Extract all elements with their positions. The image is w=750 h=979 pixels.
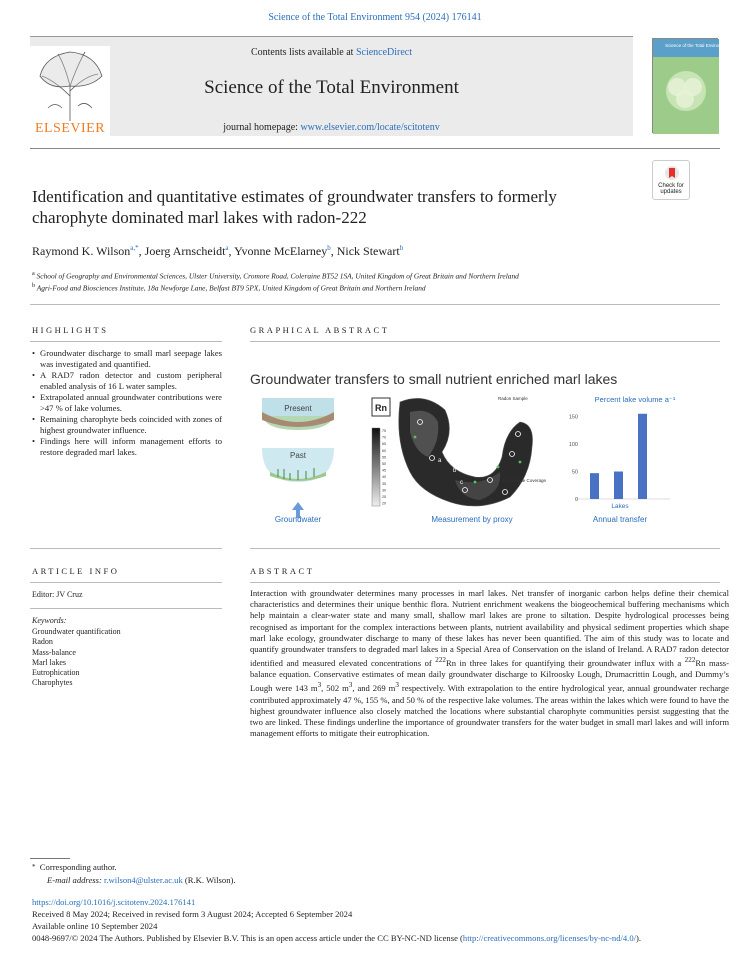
highlight-item: • Groundwater discharge to small marl seepage lakes was investigated and quantified.: [32, 348, 222, 370]
keywords-list: [32, 627, 121, 689]
keywords-label: Keywords:: [32, 616, 67, 625]
svg-text:a: a: [438, 458, 442, 464]
homepage-line: [30, 122, 633, 133]
affiliation-a: $^a$ School of Geography and Environmental Sciences, Ulster University, Cromore Road, Coleraine BT52 1SA, United Kingdom of Great Britain and Northern Ireland: [32, 271, 519, 281]
email-link[interactable]: r.wilson4@ulster.ac.uk: [103, 875, 183, 885]
license-statement: 0048-9697/© 2024 The Authors. Published by Elsevier B.V. This is an open access article under the CC BY-NC-ND license (http://creativecommons.org/licenses/by-nc-nd/4.0/).: [32, 933, 642, 943]
highlights-heading: HIGHLIGHTS: [32, 325, 109, 335]
chart-title: Percent lake volume a⁻¹: [594, 395, 676, 404]
charophyte-label: Charophyte Coverage: [502, 478, 547, 483]
chart-y-tick: 50: [571, 469, 578, 476]
svg-text:30: 30: [382, 488, 386, 493]
chart-y-tick: 150: [568, 414, 578, 421]
highlight-item: • Remaining charophyte beds coincided with zones of highest groundwater influence.: [32, 414, 222, 436]
chart-caption: Annual transfer: [592, 515, 648, 524]
check-for-updates-badge[interactable]: [652, 160, 690, 200]
abstract-heading: ABSTRACT: [250, 566, 315, 576]
journal-citation[interactable]: Science of the Total Environment 954 (2024) 176141: [268, 12, 482, 23]
chart-y-tick: 0: [574, 497, 578, 503]
svg-text:60: 60: [382, 448, 386, 453]
editor-divider: [30, 608, 222, 609]
license-link[interactable]: http://creativecommons.org/licenses/by-nc-nd/4.0/: [462, 933, 637, 943]
author-list: Raymond K. Wilson$^{a,*}$, Joerg Arnscheidt$^a$, Yvonne McElarney$^b$, Nick Stewart$^b$: [32, 244, 404, 258]
graphical-abstract: [250, 362, 710, 530]
article-title: Identification and quantitative estimates of groundwater transfers to formerly charophyte dominated marl lakes with radon-222: [32, 187, 557, 227]
graphical-abstract-heading: GRAPHICAL ABSTRACT: [250, 325, 390, 335]
chart-y-tick: 100: [568, 442, 578, 448]
svg-text:65: 65: [382, 442, 386, 447]
doi-link[interactable]: https://doi.org/10.1016/j.scitotenv.2024.176141: [32, 897, 196, 907]
svg-text:b: b: [453, 468, 457, 474]
radon-sample-label: Radon Sample: [498, 396, 528, 401]
available-online: Available online 10 September 2024: [32, 921, 158, 931]
journal-title: Science of the Total Environment: [204, 77, 459, 98]
author-2[interactable]: Joerg Arnscheidt$^a$: [144, 244, 229, 258]
affiliation-divider: [30, 304, 720, 305]
annual-transfer-chart: [569, 395, 676, 524]
ga-bottom-divider-right: [250, 548, 720, 549]
received-dates: Received 8 May 2024; Received in revised form 3 August 2024; Accepted 6 September 2024: [32, 909, 353, 919]
svg-text:35: 35: [382, 481, 386, 486]
abstract-text: Interaction with groundwater determines many processes in marl lakes. Net transfer of inorganic carbon helps define their chemical characteristics and determines their unique benthic flora. Nutrient enrichment weakens the biogeochemical buffering mechanisms which help maintain a clear-water state and many small, shallow marl lakes are prone to siltation. Despite hydrological processes being recognised as important for the complex interactions between plants, nutrient availability and physical sediment properties which shape marl lake ecology, groundwater discharge to many of these lakes has never been quantified. The aim of this study was to locate and quantify groundwater transfers to degraded marl lakes in a Special Area of Conservation on the island of Ireland. A RAD7 radon detector identified and measured elevated concentrations of $^{222}$Rn in three lakes for quantifying their groundwater influx with a $^{222}$Rn mass-balance equation. Conservative estimates of mean daily groundwater discharge to Kilroosky Lough, Drumacrittin Lough, and Dummy’s Lough were 143 $m^3$, 502 $m^3$, and 269 $m^3$ respectively. With extrapolation to the entire hydrological year, annual groundwater recharge contributed approximately 47 %, 155 %, and 50 % of the respective lake volumes. The areas within the lakes which were found to have the highest groundwater influence also closely matched the locations where substantial charophyte communities persist suggesting that the two are linked. These findings underline the importance of groundwater transfers for the water budget in small marl lakes and will inform management efforts to mitigate their eutrophication.: [250, 588, 729, 739]
svg-text:45: 45: [382, 468, 386, 473]
homepage-prefix: journal homepage:: [223, 122, 301, 133]
affiliation-b: $^b$ Agri-Food and Biosciences Institute, 18a Newforge Lane, Belfast BT9 5PX, United Kingdom of Great Britain and Northern Ireland: [32, 283, 426, 293]
present-label: Present: [284, 404, 312, 413]
elsevier-logo: [30, 46, 110, 136]
corresponding-author-note: * Corresponding author.: [32, 862, 117, 872]
check-updates-label: Check for updates: [658, 183, 684, 195]
cover-title: Science of the Total Environment: [665, 43, 731, 48]
lake-comparison-panel: [262, 398, 334, 524]
journal-banner: [30, 36, 633, 136]
author-3[interactable]: Yvonne McElarney$^b$: [234, 244, 331, 258]
header-divider: [30, 148, 720, 149]
journal-cover[interactable]: [652, 38, 731, 133]
svg-text:40: 40: [382, 475, 386, 480]
groundwater-label: Groundwater: [274, 515, 322, 524]
keyword-item: Groundwater quantification: [32, 627, 121, 636]
chart-xlabel: Lakes: [611, 503, 629, 510]
measurement-label: Measurement by proxy: [431, 515, 513, 524]
highlight-item: • Findings here will inform management efforts to restore degraded marl lakes.: [32, 436, 222, 458]
svg-text:75: 75: [382, 429, 386, 433]
keyword-item: Mass-balance: [32, 647, 76, 657]
keyword-item: Radon: [32, 637, 53, 647]
svg-text:c: c: [460, 480, 463, 486]
svg-text:20: 20: [382, 501, 386, 506]
graphical-abstract-divider: [250, 341, 720, 342]
keyword-item: Charophytes: [32, 678, 73, 688]
chart-bar: [614, 472, 623, 500]
svg-text:25: 25: [382, 495, 386, 499]
past-label: Past: [289, 451, 307, 460]
highlight-item: • A RAD7 radon detector and custom peripheral enabled analysis of 16 L water samples.: [32, 370, 222, 392]
footnote-divider: [30, 858, 70, 859]
article-info-heading: ARTICLE INFO: [32, 566, 120, 576]
keyword-item: Marl lakes: [32, 657, 66, 667]
radon-map-panel: [372, 396, 547, 524]
rn-label: Rn: [375, 403, 387, 413]
chart-bar: [638, 414, 647, 499]
rn-scale-labels: [382, 429, 386, 506]
homepage-link[interactable]: www.elsevier.com/locate/scitotenv: [300, 122, 440, 133]
highlights-divider: [30, 341, 222, 342]
highlight-item: • Extrapolated annual groundwater contributions were >47 % of lake volumes.: [32, 392, 222, 414]
author-1[interactable]: Raymond K. Wilson$^{a,*}$: [32, 244, 139, 258]
email-line: E-mail address: r.wilson4@ulster.ac.uk (R.K. Wilson).: [47, 875, 236, 885]
svg-text:50: 50: [382, 462, 386, 466]
svg-text:55: 55: [382, 455, 386, 460]
contents-line: [30, 47, 633, 58]
elsevier-wordmark: ELSEVIER: [34, 121, 106, 136]
contents-prefix: Contents lists available at: [250, 47, 356, 58]
ga-bottom-divider-left: [30, 548, 222, 549]
bookmark-icon: [664, 165, 680, 181]
author-4[interactable]: Nick Stewart$^b$: [336, 244, 404, 258]
chart-bar: [590, 473, 599, 499]
editor-line: Editor: JV Cruz: [32, 590, 83, 599]
article-info-divider: [30, 582, 222, 583]
abstract-divider: [250, 582, 720, 583]
svg-text:70: 70: [382, 435, 386, 440]
ga-title: Groundwater transfers to small nutrient enriched marl lakes: [250, 371, 618, 387]
sciencedirect-link[interactable]: ScienceDirect: [355, 47, 413, 58]
keyword-item: Eutrophication: [32, 668, 80, 678]
highlights-list: [32, 348, 222, 458]
